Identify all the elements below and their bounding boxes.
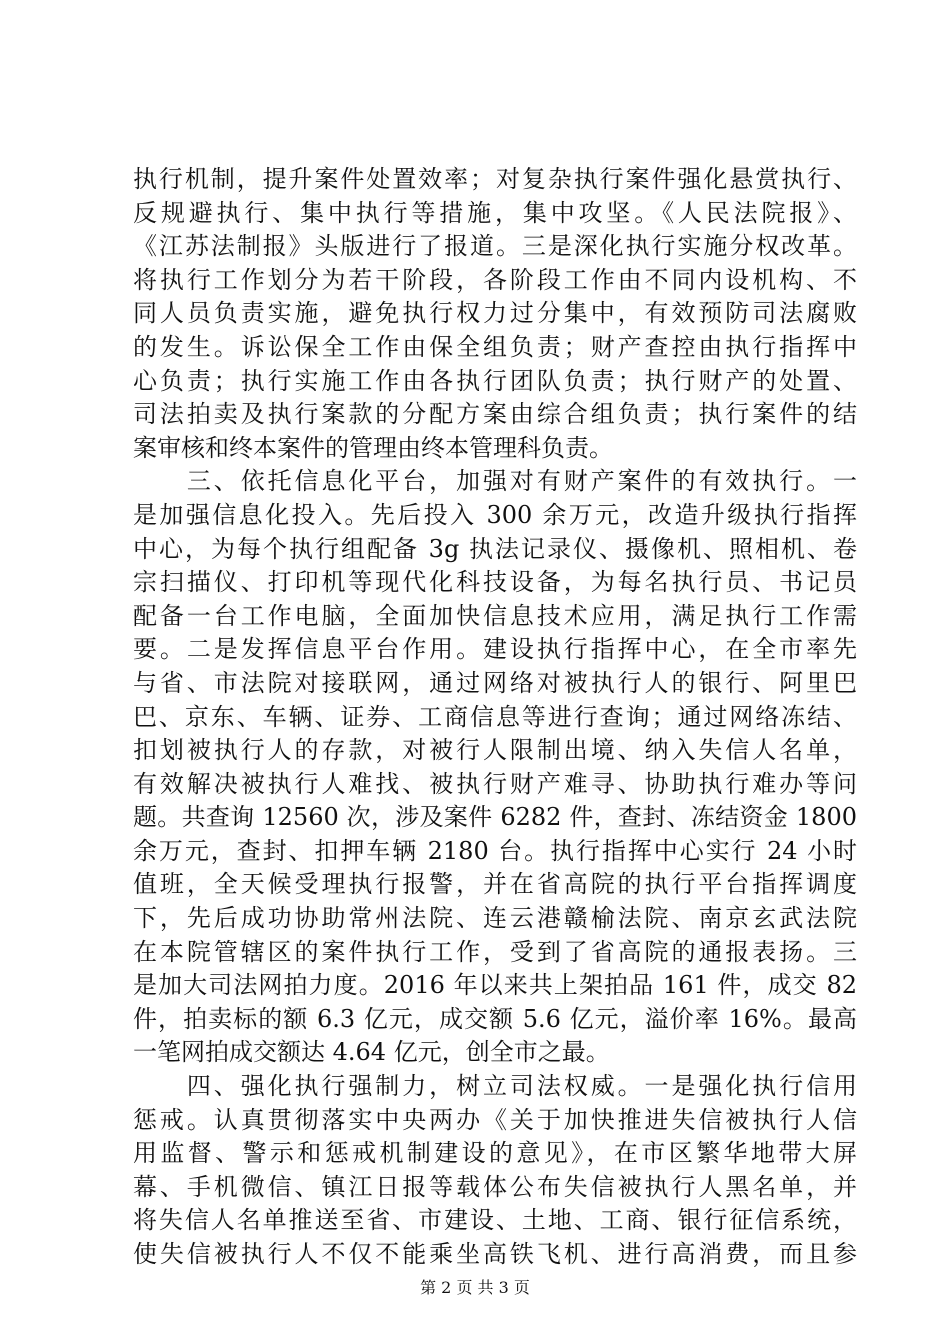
text-line: 与省、市法院对接联网，通过网络对被执行人的银行、阿里巴 [133,668,857,697]
text-line: 执行机制，提升案件处置效率；对复杂执行案件强化悬赏执行、 [133,165,857,193]
text-line: 在本院管辖区的案件执行工作，受到了省高院的通报表扬。三 [133,937,857,966]
text-line: 四、强化执行强制力，树立司法权威。一是强化执行信用 [133,1072,857,1101]
text-line: 是加大司法网拍力度。2016 年以来共上架拍品 161 件，成交 82 [133,971,857,1000]
text-line: 三、依托信息化平台，加强对有财产案件的有效执行。一 [133,467,857,496]
text-line: 用监督、警示和惩戒机制建设的意见》，在市区繁华地带大屏 [133,1139,857,1168]
text-line: 惩戒。认真贯彻落实中央两办《关于加快推进失信被执行人信 [133,1105,857,1134]
text-line: 的发生。诉讼保全工作由保全组负责；财产查控由执行指挥中 [133,332,857,361]
text-line: 心负责；执行实施工作由各执行团队负责；执行财产的处置、 [133,366,857,395]
text-line: 巴、京东、车辆、证券、工商信息等进行查询；通过网络冻结、 [133,702,857,731]
text-line: 司法拍卖及执行案款的分配方案由综合组负责；执行案件的结 [133,400,857,429]
text-line: 《江苏法制报》头版进行了报道。三是深化执行实施分权改革。 [133,232,857,261]
text-line: 案审核和终本案件的管理由终本管理科负责。 [133,433,613,462]
text-line: 有效解决被执行人难找、被执行财产难寻、协助执行难办等问 [133,769,857,798]
text-line: 宗扫描仪、打印机等现代化科技设备，为每名执行员、书记员 [133,568,857,597]
text-line: 反规避执行、集中执行等措施，集中攻坚。《人民法院报》、 [133,198,857,227]
text-line: 配备一台工作电脑，全面加快信息技术应用，满足执行工作需 [133,601,857,630]
text-line: 中心，为每个执行组配备 3g 执法记录仪、摄像机、照相机、卷 [133,534,857,563]
text-line: 将执行工作划分为若干阶段，各阶段工作由不同内设机构、不 [133,265,857,294]
text-line: 幕、手机微信、镇江日报等载体公布失信被执行人黑名单，并 [133,1172,857,1201]
text-line: 值班，全天候受理执行报警，并在省高院的执行平台指挥调度 [133,870,857,899]
page-number-footer: 第 2 页 共 3 页 [420,1278,530,1297]
text-line: 件，拍卖标的额 6.3 亿元，成交额 5.6 亿元，溢价率 16%。最高 [133,1004,857,1033]
text-line: 将失信人名单推送至省、市建设、土地、工商、银行征信系统， [133,1206,857,1235]
text-line: 是加强信息化投入。先后投入 300 余万元，改造升级执行指挥 [133,500,857,529]
text-line: 题。共查询 12560 次，涉及案件 6282 件，查封、冻结资金 1800 [133,803,857,832]
text-line: 下，先后成功协助常州法院、连云港赣榆法院、南京玄武法院 [133,904,857,933]
text-line: 使失信被执行人不仅不能乘坐高铁飞机、进行高消费，而且参 [133,1240,857,1268]
text-line: 扣划被执行人的存款，对被行人限制出境、纳入失信人名单， [133,736,857,765]
text-line: 余万元，查封、扣押车辆 2180 台。执行指挥中心实行 24 小时 [133,836,857,865]
text-line: 同人员负责实施，避免执行权力过分集中，有效预防司法腐败 [133,299,857,328]
document-body [133,163,857,1272]
text-line: 要。二是发挥信息平台作用。建设执行指挥中心，在全市率先 [133,635,857,664]
text-line: 一笔网拍成交额达 4.64 亿元，创全市之最。 [133,1038,610,1067]
